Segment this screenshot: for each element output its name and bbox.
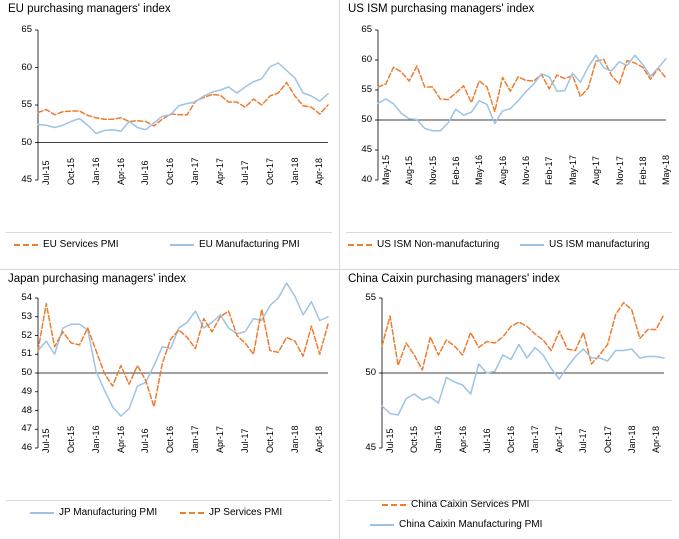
y-tick-label: 49 bbox=[21, 385, 32, 397]
x-tick-label: Aug-17 bbox=[591, 155, 602, 185]
x-tick-label: Jul-16 bbox=[140, 428, 151, 453]
x-tick-label: Apr-17 bbox=[215, 425, 225, 453]
x-tick-label: Apr-16 bbox=[115, 425, 126, 453]
x-tick-label: Jan-18 bbox=[289, 425, 300, 453]
legend-label-cn-manufacturing: China Caixin Manufacturing PMI bbox=[399, 519, 543, 530]
y-tick-label: 53 bbox=[21, 310, 32, 322]
x-tick-label: Jul-17 bbox=[239, 428, 250, 453]
x-tick-label: Oct-16 bbox=[165, 157, 176, 185]
x-tick-label: Jan-17 bbox=[190, 157, 201, 185]
x-tick-label: Oct-15 bbox=[65, 157, 76, 185]
y-tick-label: 65 bbox=[21, 24, 32, 35]
x-tick-label: Feb-18 bbox=[637, 156, 648, 185]
y-tick-label: 48 bbox=[21, 404, 32, 416]
legend-item-eu-manufacturing bbox=[170, 240, 300, 250]
legend-swatch-eu-services bbox=[14, 244, 38, 246]
legend-label-us-nonmanufacturing: US ISM Non-manufacturing bbox=[377, 239, 500, 250]
legend-swatch-jp-services bbox=[180, 512, 204, 514]
x-tick-label: Jan-16 bbox=[90, 425, 101, 453]
y-tick-label: 47 bbox=[21, 423, 32, 435]
x-tick-label: Jan-18 bbox=[626, 425, 637, 453]
x-tick-label: May-16 bbox=[474, 154, 485, 185]
x-tick-label: Nov-16 bbox=[521, 155, 532, 185]
y-tick-label: 50 bbox=[21, 136, 32, 148]
x-tick-label: Jan-17 bbox=[190, 425, 201, 453]
y-tick-label: 40 bbox=[361, 174, 372, 185]
legend-item-us-nonmanufacturing bbox=[348, 240, 499, 250]
legend-swatch-us-nonmanufacturing bbox=[348, 244, 372, 246]
legend-swatch-cn-services bbox=[382, 504, 406, 506]
x-tick-label: Apr-17 bbox=[215, 157, 225, 185]
x-tick-label: May-17 bbox=[567, 154, 578, 185]
x-tick-label: Oct-17 bbox=[264, 425, 275, 453]
x-tick-label: Apr-18 bbox=[314, 425, 325, 453]
legend-label-cn-services: China Caixin Services PMI bbox=[411, 499, 530, 510]
x-tick-label: Oct-17 bbox=[264, 157, 275, 185]
y-tick-label: 46 bbox=[21, 442, 32, 453]
legend-label-jp-services: JP Services PMI bbox=[209, 507, 283, 518]
legend-swatch-cn-manufacturing bbox=[370, 524, 394, 526]
y-tick-label: 45 bbox=[365, 442, 376, 453]
x-tick-label: Jan-17 bbox=[530, 425, 541, 453]
y-tick-label: 55 bbox=[361, 84, 372, 95]
legend-item-jp-manufacturing bbox=[30, 508, 157, 518]
legend-swatch-us-manufacturing bbox=[520, 244, 544, 246]
legend-swatch-eu-manufacturing bbox=[170, 244, 194, 246]
x-tick-label: Jan-18 bbox=[289, 157, 300, 185]
legend-item-us-manufacturing bbox=[520, 240, 650, 250]
x-tick-label: Apr-16 bbox=[115, 157, 126, 185]
page-title-us: US ISM purchasing managers' index bbox=[348, 3, 535, 15]
legend-separator-eu bbox=[6, 232, 332, 233]
x-tick-label: Apr-18 bbox=[650, 425, 661, 453]
x-tick-label: Oct-15 bbox=[409, 425, 420, 453]
page-title-eu: EU purchasing managers' index bbox=[8, 3, 171, 15]
x-tick-label: Jul-16 bbox=[140, 160, 151, 185]
x-tick-label: Jul-15 bbox=[41, 160, 51, 185]
x-tick-label: Jul-17 bbox=[578, 428, 589, 453]
legend-separator-jp bbox=[6, 500, 332, 501]
plot-area-cn bbox=[382, 298, 664, 448]
x-tick-label: Feb-17 bbox=[544, 156, 555, 185]
legend-item-jp-services bbox=[180, 508, 282, 518]
x-tick-label: Apr-16 bbox=[457, 425, 468, 453]
plot-area-jp bbox=[38, 298, 328, 448]
y-tick-label: 60 bbox=[361, 54, 372, 65]
chart-panel-cn bbox=[340, 270, 679, 539]
x-tick-label: Aug-16 bbox=[497, 155, 508, 185]
y-tick-label: 45 bbox=[361, 144, 372, 155]
chart-panel-us bbox=[340, 0, 679, 270]
x-tick-label: Jan-16 bbox=[90, 157, 101, 185]
y-tick-label: 45 bbox=[21, 174, 32, 185]
x-tick-label: Nov-15 bbox=[427, 155, 438, 185]
legend-label-eu-services: EU Services PMI bbox=[43, 239, 119, 250]
x-tick-label: Aug-15 bbox=[404, 155, 415, 185]
x-tick-label: Feb-16 bbox=[451, 156, 462, 185]
y-tick-label: 52 bbox=[21, 329, 32, 341]
x-tick-label: Oct-15 bbox=[65, 425, 76, 453]
legend-swatch-jp-manufacturing bbox=[30, 512, 54, 514]
y-tick-label: 55 bbox=[21, 99, 32, 110]
y-tick-label: 55 bbox=[365, 292, 376, 303]
plot-area-eu bbox=[38, 30, 328, 180]
y-tick-label: 50 bbox=[361, 114, 372, 125]
legend-item-cn-services bbox=[382, 500, 529, 510]
legend-label-jp-manufacturing: JP Manufacturing PMI bbox=[59, 507, 158, 518]
x-tick-label: Jul-17 bbox=[239, 160, 250, 185]
x-tick-label: Oct-16 bbox=[505, 425, 516, 453]
y-tick-label: 54 bbox=[21, 292, 32, 303]
x-tick-label: Jan-16 bbox=[433, 425, 444, 453]
x-tick-label: Apr-17 bbox=[554, 425, 565, 453]
page-title-jp: Japan purchasing managers' index bbox=[8, 273, 187, 285]
x-tick-label: May-18 bbox=[661, 154, 672, 185]
x-tick-label: Apr-18 bbox=[314, 157, 325, 185]
y-tick-label: 60 bbox=[21, 61, 32, 73]
x-tick-label: May-15 bbox=[381, 154, 391, 185]
x-tick-label: Jul-16 bbox=[481, 428, 492, 453]
y-tick-label: 50 bbox=[21, 367, 32, 378]
x-tick-label: Jul-15 bbox=[385, 428, 395, 453]
chart-panel-eu bbox=[0, 0, 340, 270]
x-tick-label: Oct-16 bbox=[165, 425, 176, 453]
legend-label-us-manufacturing: US ISM manufacturing bbox=[549, 239, 650, 250]
legend-item-eu-services bbox=[14, 240, 119, 250]
chart-panel-jp bbox=[0, 270, 340, 539]
x-tick-label: Nov-17 bbox=[614, 155, 625, 185]
y-tick-label: 51 bbox=[21, 348, 32, 360]
y-tick-label: 65 bbox=[361, 24, 372, 35]
x-tick-label: Oct-17 bbox=[602, 425, 613, 453]
page-title-cn: China Caixin purchasing managers' index bbox=[348, 273, 560, 285]
y-tick-label: 50 bbox=[365, 367, 376, 378]
legend-separator-us bbox=[346, 232, 672, 233]
legend-label-eu-manufacturing: EU Manufacturing PMI bbox=[199, 239, 300, 250]
legend-item-cn-manufacturing bbox=[370, 520, 542, 530]
x-tick-label: Jul-15 bbox=[41, 428, 51, 453]
